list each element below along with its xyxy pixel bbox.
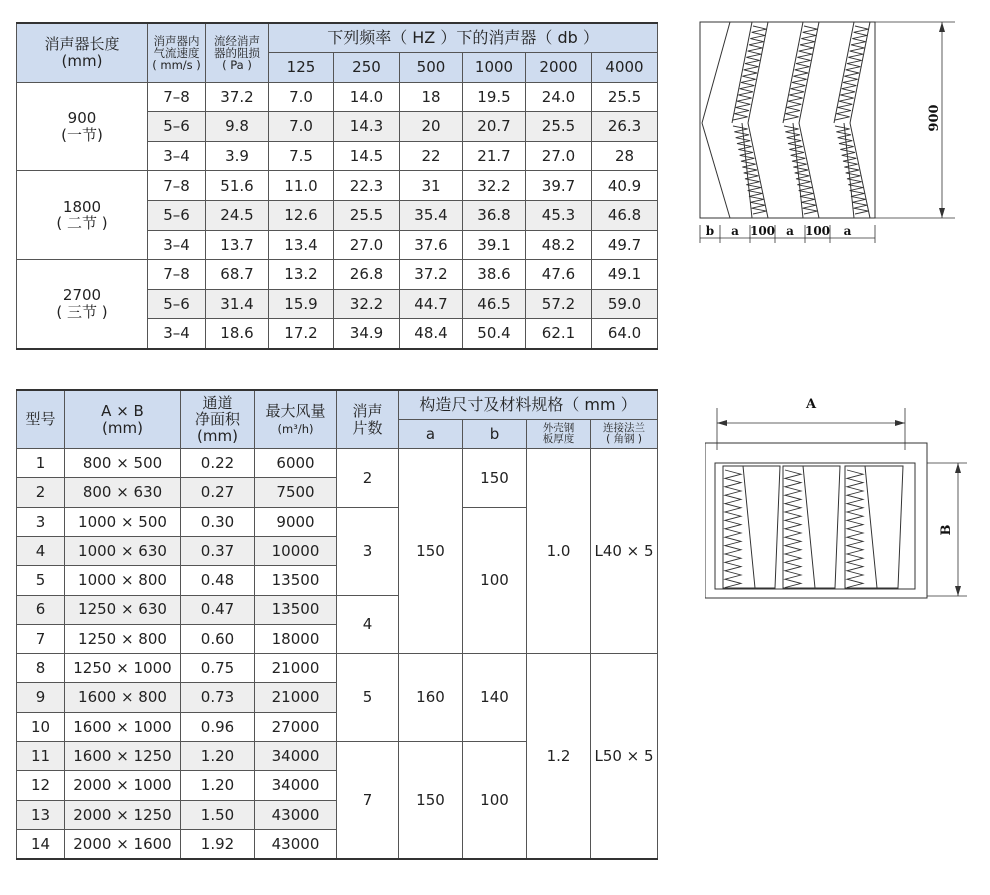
table-cell: 5–6 (148, 112, 206, 142)
flange-cell: L40 × 5 (591, 449, 658, 654)
table-cell: 3–4 (148, 141, 206, 171)
flange-cell: L50 × 5 (591, 654, 658, 859)
table-cell: 14.5 (334, 141, 400, 171)
table-cell: 3–4 (148, 319, 206, 349)
pieces-cell: 5 (337, 654, 399, 742)
table-cell: 9000 (255, 507, 337, 536)
header-freq-125: 125 (269, 53, 334, 83)
table-cell: 6 (17, 595, 65, 624)
table-cell: 0.48 (181, 566, 255, 595)
table-cell: 18 (400, 82, 463, 112)
header-resistance: 流经消声 器的阻损 ( Pa ) (206, 23, 269, 82)
pieces-cell: 7 (337, 742, 399, 859)
header-velocity: 消声器内 气流速度 ( mm/s ) (148, 23, 206, 82)
table-cell: 2 (17, 478, 65, 507)
table-cell: 1250 × 630 (65, 595, 181, 624)
gap-dimension-label: a (786, 224, 794, 238)
table-cell: 64.0 (592, 319, 658, 349)
table-cell: 13 (17, 800, 65, 829)
table-cell: 40.9 (592, 171, 658, 201)
table-cell: 47.6 (526, 260, 592, 290)
table-cell: 7.5 (269, 141, 334, 171)
table-cell: 0.96 (181, 712, 255, 741)
table-cell: 48.2 (526, 230, 592, 260)
table-cell: 1600 × 1250 (65, 742, 181, 771)
b-cell: 100 (463, 742, 527, 859)
header-net-area: 通道 净面积 (mm) (181, 390, 255, 449)
table-cell: 800 × 630 (65, 478, 181, 507)
table-cell: 14.0 (334, 82, 400, 112)
table-cell: 24.0 (526, 82, 592, 112)
table-cell: 20.7 (463, 112, 526, 142)
pieces-cell: 2 (337, 449, 399, 508)
header-freq-1000: 1000 (463, 53, 526, 83)
gap-dimension-label: 100 (804, 224, 831, 238)
table-cell: 0.60 (181, 624, 255, 653)
header-pieces: 消声 片数 (337, 390, 399, 449)
table-cell: 7.0 (269, 82, 334, 112)
table-cell: 1 (17, 449, 65, 478)
table-cell: 26.8 (334, 260, 400, 290)
table-cell: 27.0 (526, 141, 592, 171)
table-cell: 59.0 (592, 289, 658, 319)
table-cell: 3 (17, 507, 65, 536)
table-cell: 51.6 (206, 171, 269, 201)
table-cell: 34000 (255, 742, 337, 771)
silencer-section-diagram (705, 388, 975, 618)
height-b-dimension-label: B (939, 524, 954, 536)
table-cell: 62.1 (526, 319, 592, 349)
table-cell: 5–6 (148, 201, 206, 231)
header-airflow: 最大风量 (m³/h) (255, 390, 337, 449)
table-cell: 10000 (255, 536, 337, 565)
table-cell: 26.3 (592, 112, 658, 142)
table-cell: 7–8 (148, 171, 206, 201)
silencer-baffle-diagram (690, 18, 975, 248)
table-cell: 14 (17, 829, 65, 858)
table-cell: 1250 × 800 (65, 624, 181, 653)
table-row (17, 260, 658, 290)
table-cell: 25.5 (526, 112, 592, 142)
table-cell: 21.7 (463, 141, 526, 171)
length-cell: 1800 ( 二节 ) (17, 171, 148, 260)
table-cell: 44.7 (400, 289, 463, 319)
table-cell: 13.7 (206, 230, 269, 260)
table-cell: 45.3 (526, 201, 592, 231)
table-cell: 1.20 (181, 742, 255, 771)
table-cell: 0.73 (181, 683, 255, 712)
table-cell: 28 (592, 141, 658, 171)
table-cell: 1.92 (181, 829, 255, 858)
table-cell: 13.2 (269, 260, 334, 290)
table-cell: 20 (400, 112, 463, 142)
table-cell: 25.5 (592, 82, 658, 112)
table-cell: 14.3 (334, 112, 400, 142)
table-cell: 24.5 (206, 201, 269, 231)
table-cell: 1000 × 500 (65, 507, 181, 536)
header-shell: 外壳钢 板厚度 (527, 419, 591, 448)
header-spec: 构造尺寸及材料规格（ mm ） (399, 390, 658, 419)
length-cell: 2700 ( 三节 ) (17, 260, 148, 349)
table-cell: 27000 (255, 712, 337, 741)
gap-dimension-label: b (705, 224, 715, 238)
header-freq-2000: 2000 (526, 53, 592, 83)
table-cell: 4 (17, 536, 65, 565)
height-dimension-label: 900 (927, 104, 942, 132)
table-cell: 3.9 (206, 141, 269, 171)
table-cell: 57.2 (526, 289, 592, 319)
table-cell: 9.8 (206, 112, 269, 142)
table-cell: 2000 × 1250 (65, 800, 181, 829)
table-cell: 21000 (255, 683, 337, 712)
table-cell: 7–8 (148, 82, 206, 112)
attenuation-table (16, 22, 658, 350)
table-cell: 11.0 (269, 171, 334, 201)
table-cell: 0.27 (181, 478, 255, 507)
table-cell: 22.3 (334, 171, 400, 201)
table-cell: 13.4 (269, 230, 334, 260)
gap-dimension-label: a (843, 224, 852, 238)
table-cell: 19.5 (463, 82, 526, 112)
length-cell: 900 (一节) (17, 82, 148, 171)
table-cell: 49.1 (592, 260, 658, 290)
table-cell: 0.30 (181, 507, 255, 536)
table-row (17, 171, 658, 201)
table-cell: 13500 (255, 566, 337, 595)
table-cell: 38.6 (463, 260, 526, 290)
header-freq-4000: 4000 (592, 53, 658, 83)
table-cell: 32.2 (463, 171, 526, 201)
table-cell: 37.6 (400, 230, 463, 260)
table-cell: 22 (400, 141, 463, 171)
table-cell: 34.9 (334, 319, 400, 349)
header-freq-500: 500 (400, 53, 463, 83)
table-cell: 27.0 (334, 230, 400, 260)
b-cell: 150 (463, 449, 527, 508)
table-cell: 46.5 (463, 289, 526, 319)
table-row (17, 654, 658, 683)
table-cell: 39.7 (526, 171, 592, 201)
header-length: 消声器长度 (mm) (17, 23, 148, 82)
header-model: 型号 (17, 390, 65, 449)
table-cell: 39.1 (463, 230, 526, 260)
table-cell: 12 (17, 771, 65, 800)
table-cell: 6000 (255, 449, 337, 478)
header-ab: A × B (mm) (65, 390, 181, 449)
table-cell: 7.0 (269, 112, 334, 142)
table-cell: 46.8 (592, 201, 658, 231)
table-cell: 1250 × 1000 (65, 654, 181, 683)
table-cell: 9 (17, 683, 65, 712)
table-cell: 10 (17, 712, 65, 741)
table-cell: 35.4 (400, 201, 463, 231)
table-cell: 5 (17, 566, 65, 595)
table-cell: 1600 × 1000 (65, 712, 181, 741)
table-cell: 0.75 (181, 654, 255, 683)
table-cell: 8 (17, 654, 65, 683)
table-cell: 0.37 (181, 536, 255, 565)
shell-cell: 1.0 (527, 449, 591, 654)
table-cell: 37.2 (206, 82, 269, 112)
table-cell: 43000 (255, 829, 337, 858)
table-cell: 18000 (255, 624, 337, 653)
table-cell: 0.22 (181, 449, 255, 478)
header-freq-250: 250 (334, 53, 400, 83)
table-cell: 1.20 (181, 771, 255, 800)
table-cell: 31 (400, 171, 463, 201)
table-cell: 2000 × 1600 (65, 829, 181, 858)
table-cell: 12.6 (269, 201, 334, 231)
table-cell: 68.7 (206, 260, 269, 290)
a-cell: 150 (399, 449, 463, 654)
b-cell: 100 (463, 507, 527, 653)
shell-cell: 1.2 (527, 654, 591, 859)
table-cell: 7500 (255, 478, 337, 507)
a-cell: 160 (399, 654, 463, 742)
table-cell: 48.4 (400, 319, 463, 349)
table-cell: 3–4 (148, 230, 206, 260)
header-flange: 连接法兰 ( 角钢 ) (591, 419, 658, 448)
width-dimension-label: A (805, 397, 817, 412)
table-cell: 2000 × 1000 (65, 771, 181, 800)
table-cell: 5–6 (148, 289, 206, 319)
b-cell: 140 (463, 654, 527, 742)
header-b: b (463, 419, 527, 448)
gap-dimension-label: a (731, 224, 739, 238)
table-cell: 25.5 (334, 201, 400, 231)
table-cell: 0.47 (181, 595, 255, 624)
table-cell: 7 (17, 624, 65, 653)
table-cell: 13500 (255, 595, 337, 624)
table-cell: 36.8 (463, 201, 526, 231)
table-cell: 11 (17, 742, 65, 771)
a-cell: 150 (399, 742, 463, 859)
pieces-cell: 4 (337, 595, 399, 654)
table-cell: 49.7 (592, 230, 658, 260)
pieces-cell: 3 (337, 507, 399, 595)
table-cell: 21000 (255, 654, 337, 683)
table-cell: 34000 (255, 771, 337, 800)
table-cell: 15.9 (269, 289, 334, 319)
table-cell: 800 × 500 (65, 449, 181, 478)
table-cell: 7–8 (148, 260, 206, 290)
table-cell: 1000 × 800 (65, 566, 181, 595)
header-a: a (399, 419, 463, 448)
table-row (17, 82, 658, 112)
gap-dimension-label: 100 (749, 224, 776, 238)
table-cell: 1600 × 800 (65, 683, 181, 712)
table-row (17, 449, 658, 478)
header-frequency: 下列频率（ HZ ）下的消声器（ db ） (269, 23, 658, 53)
table-cell: 1.50 (181, 800, 255, 829)
table-cell: 50.4 (463, 319, 526, 349)
table-cell: 17.2 (269, 319, 334, 349)
model-spec-table (16, 389, 658, 860)
table-cell: 43000 (255, 800, 337, 829)
table-cell: 1000 × 630 (65, 536, 181, 565)
table-cell: 18.6 (206, 319, 269, 349)
table-cell: 32.2 (334, 289, 400, 319)
table-cell: 31.4 (206, 289, 269, 319)
table-cell: 37.2 (400, 260, 463, 290)
